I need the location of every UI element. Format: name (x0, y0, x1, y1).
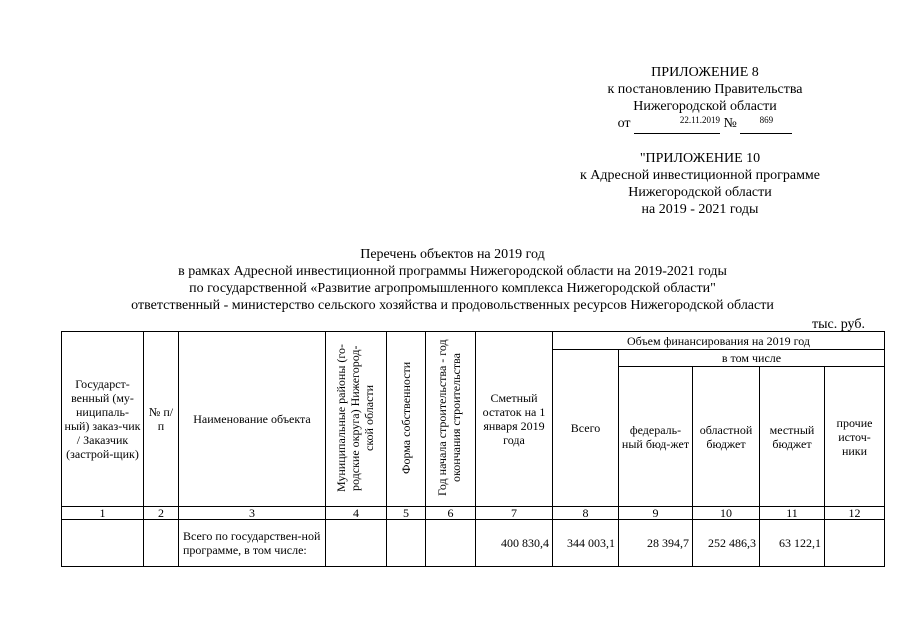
number-field (740, 115, 792, 134)
header-balance: Сметный остаток на 1 января 2019 года (476, 332, 553, 507)
cell-regional: 252 486,3 (693, 520, 760, 567)
appendix10-line2: Нижегородской области (628, 185, 772, 200)
appendix8-block (560, 64, 850, 134)
header-years: Год начала строительства - год окончания строительства (434, 339, 463, 496)
number-sign: № (723, 116, 737, 131)
col-number: 10 (693, 507, 760, 520)
cell-ownership (387, 520, 426, 567)
col-number: 8 (553, 507, 619, 520)
objects-table (61, 331, 885, 567)
cell-years (426, 520, 476, 567)
cell-balance: 400 830,4 (476, 520, 553, 567)
heading-line1: Перечень объектов на 2019 год (360, 247, 545, 262)
col-number: 2 (144, 507, 179, 520)
date-prefix: от (617, 116, 631, 131)
col-number: 5 (387, 507, 426, 520)
appendix10-line3: на 2019 - 2021 годы (641, 202, 759, 217)
header-districts: Муниципальные районы (го-родские округа) Нижегород-ской области (334, 343, 376, 492)
header-object: Наименование объекта (179, 332, 326, 507)
heading-line3: по государственной «Развитие агропромышленного комплекса Нижегородской области" (189, 281, 716, 296)
header-total: Всего (553, 350, 619, 507)
appendix8-title: ПРИЛОЖЕНИЕ 8 (651, 65, 759, 80)
cell-federal: 28 394,7 (619, 520, 693, 567)
header-districts-cell (326, 332, 387, 507)
header-funding: Объем финансирования на 2019 год (553, 332, 885, 350)
header-ownership-cell (387, 332, 426, 507)
header-other: прочие источ-ники (825, 367, 885, 507)
cell-customer (62, 520, 144, 567)
cell-other (825, 520, 885, 567)
col-number: 3 (179, 507, 326, 520)
header-including: в том числе (619, 350, 885, 367)
appendix10-line1: к Адресной инвестиционной программе (579, 168, 821, 183)
cell-num (144, 520, 179, 567)
header-customer: Государст-венный (му-ниципаль-ный) заказ-чик / Заказчик (застрой-щик) (62, 332, 144, 507)
cell-total: 344 003,1 (553, 520, 619, 567)
header-federal: федераль-ный бюд-жет (619, 367, 693, 507)
header-years-cell (426, 332, 476, 507)
col-number: 6 (426, 507, 476, 520)
col-number: 12 (825, 507, 885, 520)
appendix8-date-line (560, 115, 850, 134)
col-number: 1 (62, 507, 144, 520)
units-label: тыс. руб. (812, 317, 865, 332)
col-number: 9 (619, 507, 693, 520)
cell-local: 63 122,1 (760, 520, 825, 567)
table-row (62, 520, 885, 567)
header-num: № п/п (144, 332, 179, 507)
column-number-row (62, 507, 885, 520)
header-ownership: Форма собственности (399, 361, 413, 474)
document-heading (40, 246, 865, 314)
appendix8-line1: к постановлению Правительства (607, 82, 803, 97)
col-number: 11 (760, 507, 825, 520)
heading-line4: ответственный - министерство сельского хозяйства и продовольственных ресурсов Нижегородской области (131, 298, 774, 313)
header-regional: областной бюджет (693, 367, 760, 507)
appendix8-line2: Нижегородской области (633, 99, 777, 114)
date-value: 22.11.2019 (679, 115, 721, 125)
heading-line2: в рамках Адресной инвестиционной программы Нижегородской области на 2019-2021 годы (178, 264, 727, 279)
header-local: местный бюджет (760, 367, 825, 507)
appendix10-title: "ПРИЛОЖЕНИЕ 10 (639, 151, 761, 166)
cell-districts (326, 520, 387, 567)
number-value: 869 (759, 115, 774, 125)
col-number: 7 (476, 507, 553, 520)
col-number: 4 (326, 507, 387, 520)
date-field (634, 115, 720, 134)
cell-object: Всего по государствен-ной программе, в том числе: (179, 520, 326, 567)
appendix10-block (550, 150, 850, 218)
